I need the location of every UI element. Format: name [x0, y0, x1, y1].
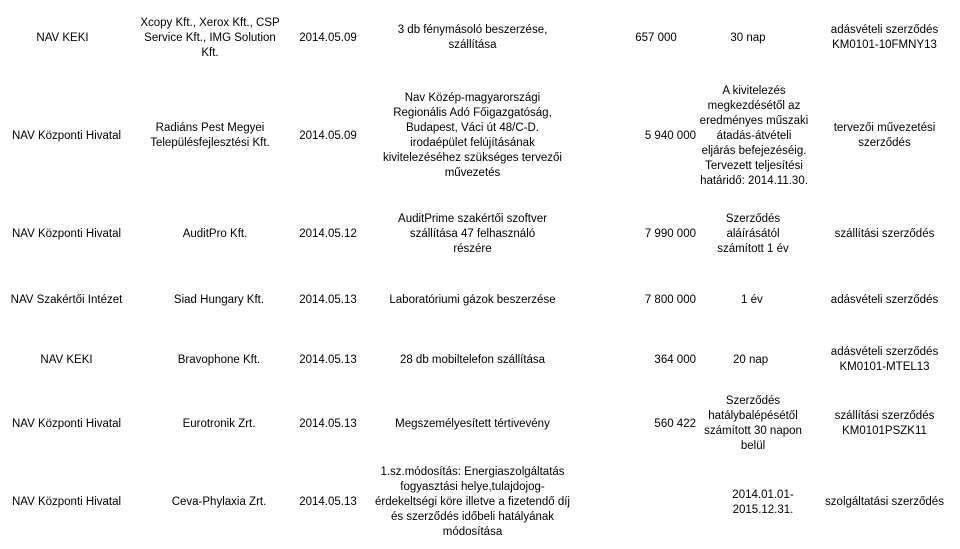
amount-text: 364 000 — [654, 353, 696, 366]
contract-type-cell — [809, 392, 960, 456]
amount-text: 5 940 000 — [644, 129, 696, 142]
duration-text: 30 nap — [730, 31, 766, 44]
customer-text: NAV Központi Hivatal — [11, 129, 122, 142]
customer-text: NAV Központi Hivatal — [11, 496, 122, 508]
supplier-text: AuditPro Kft. — [182, 227, 248, 240]
contract-type-text: adásvételi szerződés KM0101-MTEL13 — [830, 346, 939, 373]
customer-cell — [0, 76, 133, 196]
subject-text: Megszemélyesített tértivevény — [395, 417, 550, 430]
subject-cell — [369, 76, 576, 196]
date-text: 2014.05.13 — [299, 417, 357, 430]
date-text: 2014.05.13 — [299, 353, 357, 366]
amount-cell — [576, 272, 697, 328]
amount-cell — [576, 196, 697, 272]
contract-type-cell — [809, 272, 960, 328]
customer-cell — [0, 0, 133, 76]
customer-cell — [0, 272, 133, 328]
date-cell — [287, 272, 369, 328]
customer-cell — [0, 392, 133, 456]
supplier-cell — [133, 0, 287, 76]
customer-text: NAV KEKI — [40, 353, 93, 366]
supplier-text: Radiáns Pest Megyei Településfejlesztési Kft. — [150, 122, 270, 149]
amount-cell — [576, 76, 697, 196]
supplier-cell — [133, 456, 287, 549]
subject-text: 3 db fénymásoló beszerzése, szállítása — [397, 24, 548, 51]
subject-text: AuditPrime szakértői szoftver szállítása 47 felhasználó részére — [398, 212, 547, 255]
table-row — [0, 0, 960, 76]
subject-cell — [369, 196, 576, 272]
contract-type-cell — [809, 328, 960, 392]
duration-cell — [697, 196, 809, 272]
subject-cell — [369, 0, 576, 76]
duration-text: 1 év — [741, 293, 763, 306]
subject-text: 28 db mobiltelefon szállítása — [399, 353, 546, 366]
customer-text: NAV Szakértői Intézet — [10, 293, 123, 306]
date-cell — [287, 0, 369, 76]
amount-cell — [576, 0, 697, 76]
subject-cell — [369, 328, 576, 392]
table-row — [0, 328, 960, 392]
date-text: 2014.05.13 — [299, 293, 357, 306]
amount-text: 7 990 000 — [644, 227, 696, 240]
supplier-cell — [133, 272, 287, 328]
subject-text: Laboratóriumi gázok beszerzése — [389, 293, 556, 306]
customer-text: NAV Központi Hivatal — [11, 417, 122, 430]
date-cell — [287, 196, 369, 272]
supplier-cell — [133, 328, 287, 392]
subject-text: 1.sz.módosítás: Energiaszolgáltatás fogyasztási helye,tulajdojog-érdekeltségi köre illetve a fizetendő díj és szerződés időbeli hatályának módosítása — [375, 466, 570, 538]
duration-text: 20 nap — [733, 353, 769, 366]
duration-cell — [697, 272, 809, 328]
duration-text: 2014.01.01-2015.12.31. — [732, 488, 794, 516]
customer-text: NAV KEKI — [36, 31, 89, 44]
amount-text: 657 000 — [635, 31, 677, 44]
date-cell — [287, 392, 369, 456]
contract-type-text: szolgáltatási szerződés — [825, 496, 944, 508]
duration-cell — [697, 456, 809, 549]
supplier-text: Eurotronik Zrt. — [182, 417, 256, 430]
date-cell — [287, 76, 369, 196]
amount-cell — [576, 456, 697, 549]
amount-cell — [576, 328, 697, 392]
supplier-cell — [133, 392, 287, 456]
table-row — [0, 456, 960, 549]
contract-type-text: szállítási szerződés — [834, 227, 935, 240]
table-row — [0, 392, 960, 456]
duration-cell — [697, 392, 809, 456]
contract-type-text: tervezői művezetési szerződés — [833, 122, 936, 149]
date-cell — [287, 328, 369, 392]
amount-text: 7 800 000 — [644, 293, 696, 306]
contract-type-cell — [809, 456, 960, 549]
duration-cell — [697, 0, 809, 76]
supplier-cell — [133, 196, 287, 272]
contract-type-text: adásvételi szerződés KM0101-10FMNY13 — [830, 24, 939, 51]
subject-text: Nav Közép-magyarországi Regionális Adó Főigazgatóság, Budapest, Váci út 48/C-D. irodaépület felújításának kivitelezéséhez szükséges tervezői művezetés — [383, 92, 562, 179]
table-row — [0, 196, 960, 272]
duration-cell — [697, 328, 809, 392]
customer-cell — [0, 456, 133, 549]
contract-type-text: szállítási szerződés KM0101PSZK11 — [834, 410, 935, 437]
table-row — [0, 76, 960, 196]
amount-text: 560 422 — [654, 417, 696, 430]
contract-type-cell — [809, 76, 960, 196]
supplier-text: Xcopy Kft., Xerox Kft., CSP Service Kft., IMG Solution Kft. — [140, 16, 280, 59]
subject-cell — [369, 456, 576, 549]
duration-text: Szerződés aláírásától számított 1 év — [717, 212, 789, 255]
supplier-text: Ceva-Phylaxia Zrt. — [171, 496, 267, 508]
date-text: 2014.05.12 — [299, 227, 357, 240]
date-cell — [287, 456, 369, 549]
date-text: 2014.05.13 — [299, 496, 357, 508]
duration-text: Szerződés hatálybalépésétől számított 30 napon belül — [704, 395, 802, 452]
contract-type-cell — [809, 196, 960, 272]
date-text: 2014.05.09 — [299, 31, 357, 44]
amount-cell — [576, 392, 697, 456]
table-row — [0, 272, 960, 328]
date-text: 2014.05.09 — [299, 129, 357, 142]
subject-cell — [369, 272, 576, 328]
duration-text: A kivitelezés megkezdésétől az eredményes műszaki átadás-átvételi eljárás befejezéséig. Tervezett teljesítési határidő: 2014.11.30. — [699, 84, 809, 187]
supplier-cell — [133, 76, 287, 196]
contract-type-cell — [809, 0, 960, 76]
supplier-text: Bravophone Kft. — [177, 353, 261, 366]
customer-cell — [0, 196, 133, 272]
supplier-text: Siad Hungary Kft. — [173, 293, 265, 306]
duration-cell — [697, 76, 809, 196]
customer-cell — [0, 328, 133, 392]
contract-type-text: adásvételi szerződés — [830, 293, 939, 306]
subject-cell — [369, 392, 576, 456]
customer-text: NAV Központi Hivatal — [11, 227, 122, 240]
